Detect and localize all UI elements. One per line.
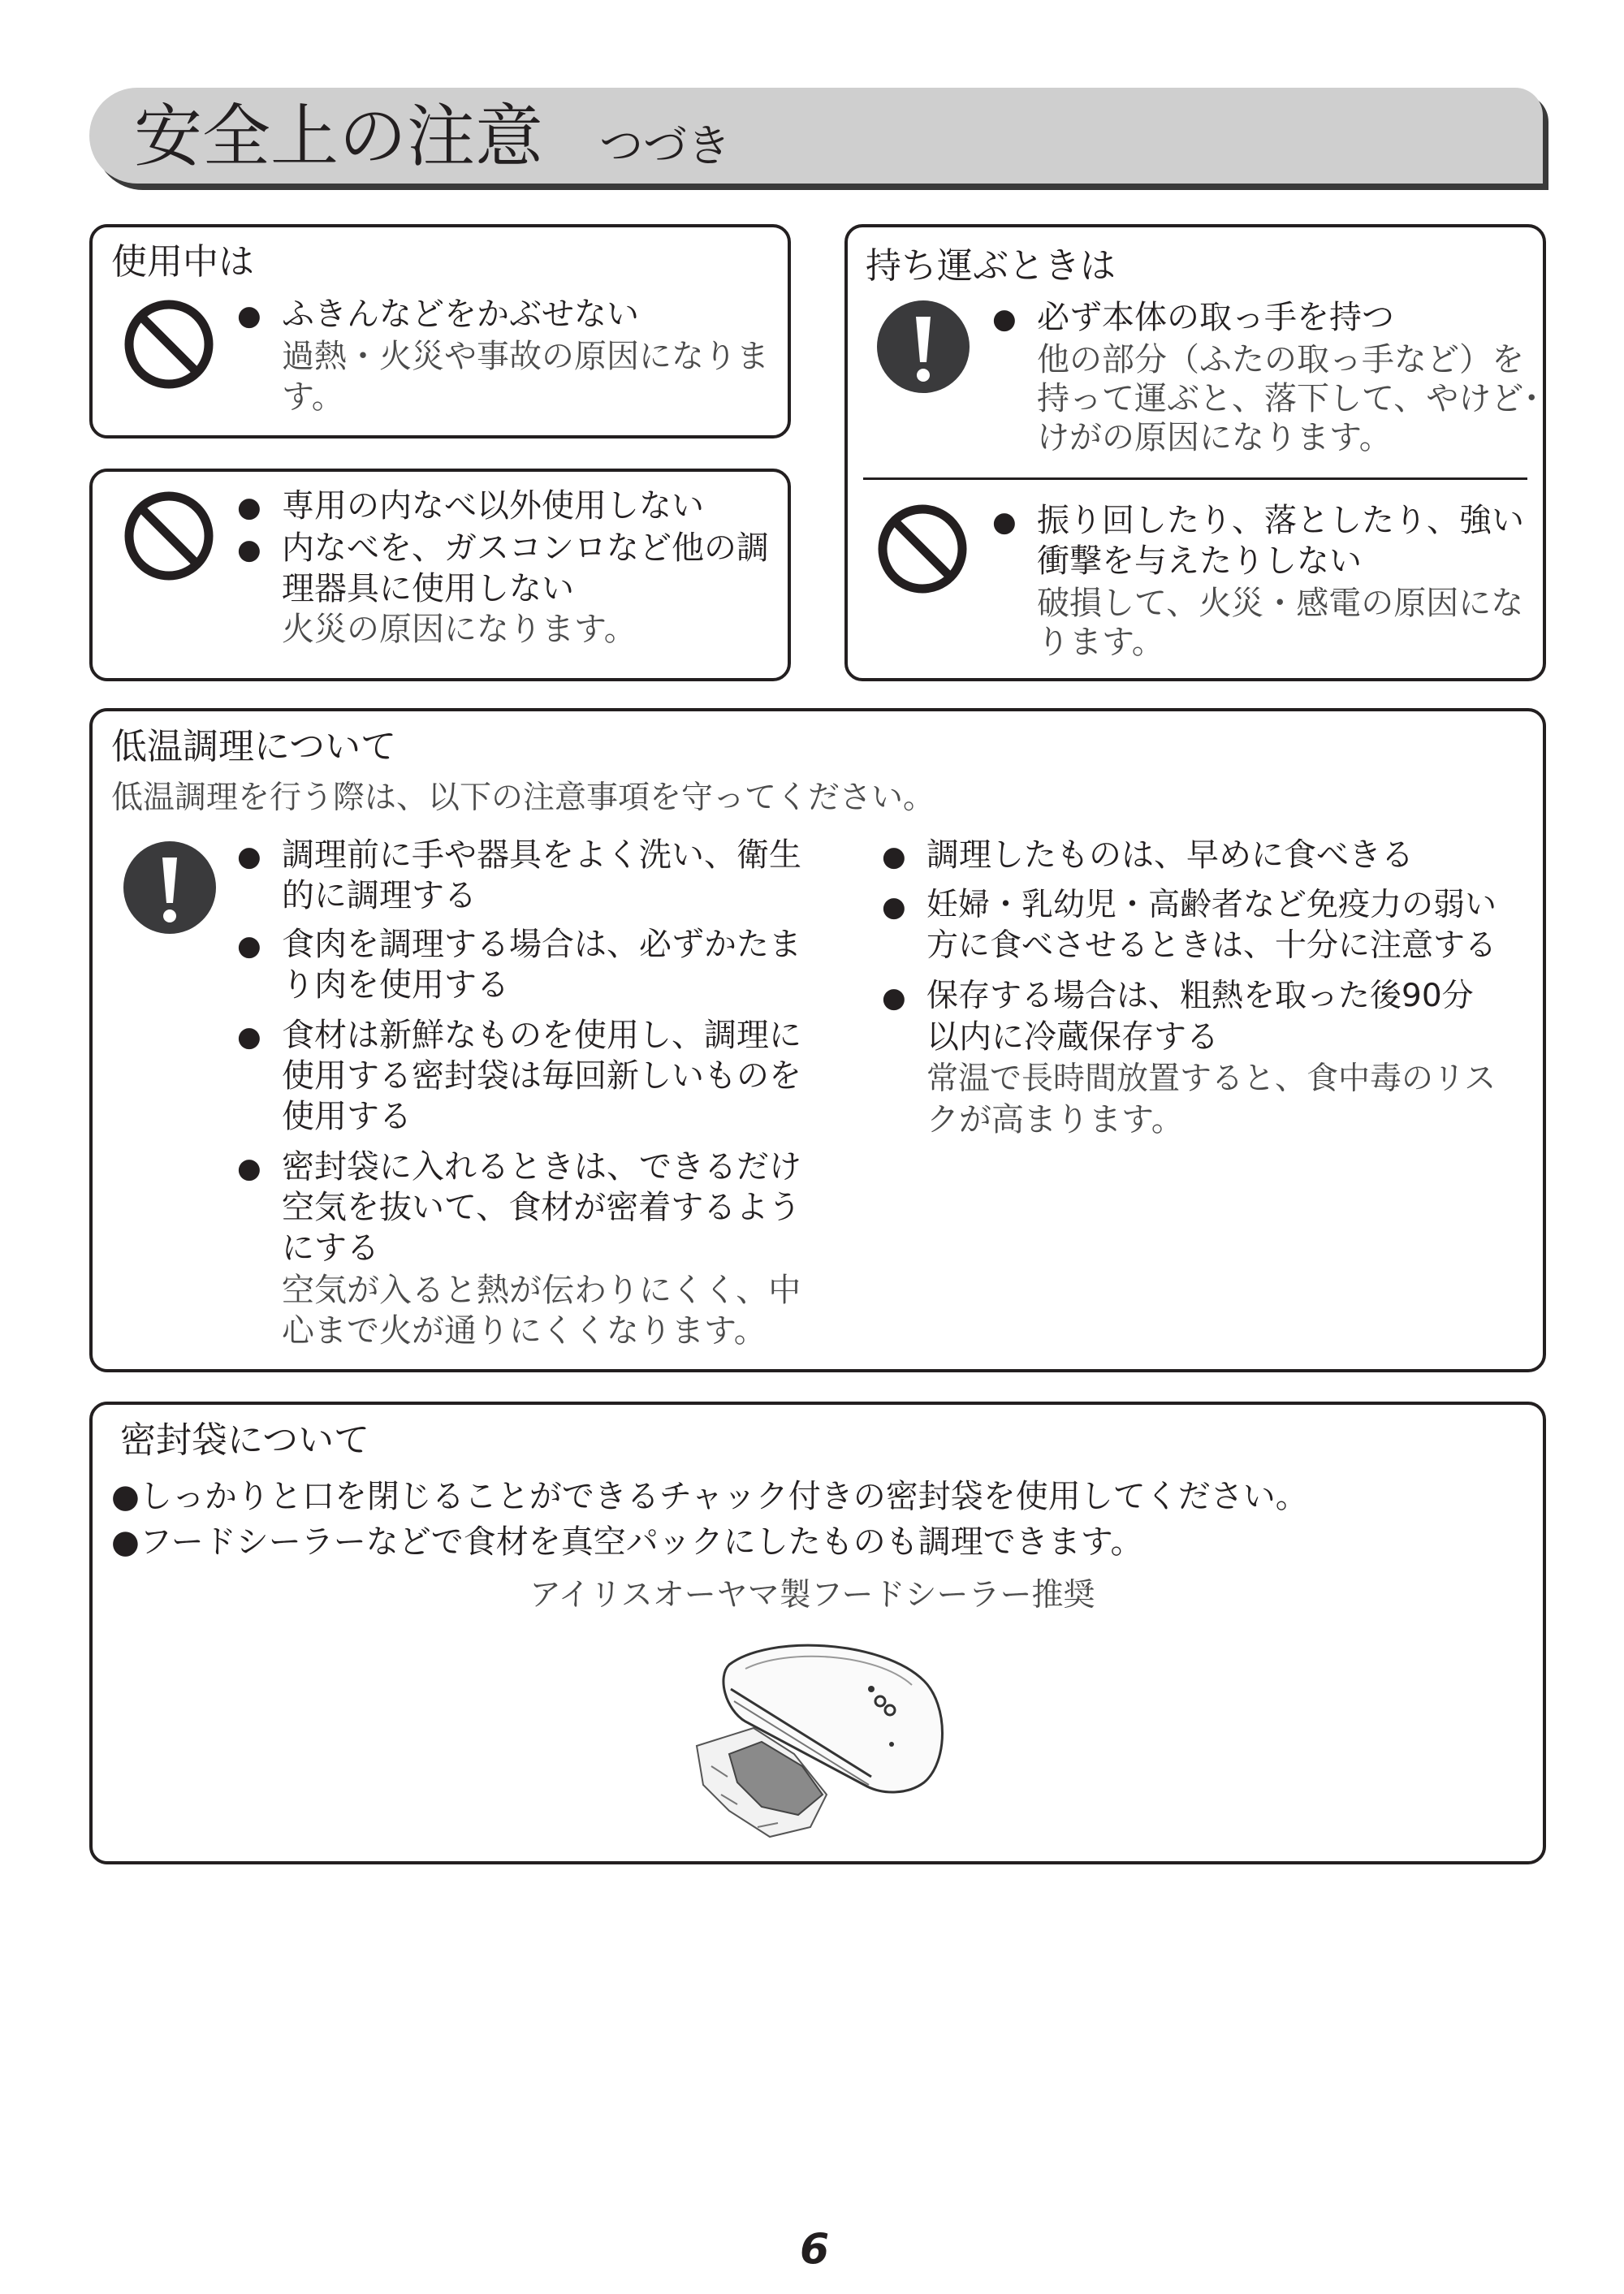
box-in-use-note-line1: 過熱・火災や事故の原因になりま [282, 338, 769, 375]
low-temp-right-item-2-line2: 方に食べさせるときは、十分に注意する [926, 927, 1497, 964]
box-carry-note2-line1: 破損して、火災・感電の原因にな [1037, 585, 1524, 622]
low-temp-left-item-4-line3: にする [282, 1229, 379, 1267]
box-carry-bullet2-line1: 振り回したり、落としたり、強い [1037, 502, 1524, 539]
bullet-icon: ● [237, 930, 261, 962]
low-temp-right-item-1-line1: 調理したものは、早めに食べきる [926, 836, 1414, 874]
box-inner-pot-bullet2-line1: 内なべを、ガスコンロなど他の調 [282, 529, 769, 567]
low-temp-right-item-3 [882, 976, 906, 1018]
box-inner-pot-bullet2-line2: 理器具に使用しない [282, 570, 574, 607]
box-carry-note-line2: 持って運ぶと、落下して、やけど･ [1037, 380, 1540, 417]
bullet-icon: ● [237, 534, 261, 566]
low-temp-right-item-3-note2: クが高まります。 [926, 1101, 1184, 1138]
low-temp-left-item-4-note2: 心まで火が通りにくくなります。 [282, 1312, 767, 1350]
prohibition-icon [877, 503, 968, 594]
prohibition-icon [123, 299, 214, 390]
bullet-icon: ● [237, 1021, 261, 1053]
box-bag-line1: ●しっかりと口を閉じることができるチャック付きの密封袋を使用してください。 [111, 1478, 1308, 1515]
box-low-temp-title: 低温調理について [111, 726, 397, 767]
box-carry-note-line1: 他の部分（ふたの取っ手など）を [1037, 341, 1524, 378]
bullet-icon: ● [237, 840, 261, 873]
box-carry-title: 持ち運ぶときは [866, 245, 1116, 287]
box-carry-bullet2-item [992, 500, 1017, 542]
low-temp-right-item-3-line2: 以内に冷蔵保存する [926, 1018, 1219, 1056]
bullet-icon: ● [237, 1152, 261, 1185]
bullet-icon: ● [882, 891, 906, 923]
bullet-icon: ● [882, 840, 906, 873]
box-inner-pot-bullet1: 専用の内なべ以外使用しない [282, 487, 704, 525]
bullet-icon: ● [237, 491, 261, 524]
bullet-icon: ● [237, 300, 261, 332]
low-temp-left-item-2 [237, 924, 261, 966]
low-temp-left-item-3-line1: 食材は新鮮なものを使用し、調理に [282, 1017, 801, 1054]
low-temp-left-item-1 [237, 835, 261, 877]
box-carry-divider [863, 477, 1527, 480]
box-in-use-bullet: ふきんなどをかぶせない [282, 296, 639, 333]
box-in-use-note-line2: す。 [282, 378, 344, 416]
page-subtitle: つづき [599, 120, 731, 171]
page-title: 安全上の注意 [134, 97, 544, 176]
box-in-use-title: 使用中は [111, 241, 254, 283]
box-low-temp-intro: 低温調理を行う際は、以下の注意事項を守ってください。 [111, 780, 935, 816]
low-temp-left-item-4-line1: 密封袋に入れるときは、できるだけ [282, 1148, 801, 1186]
box-bag-caption: アイリスオーヤマ製フードシーラー推奨 [529, 1577, 1095, 1614]
prohibition-icon [123, 490, 214, 581]
low-temp-right-item-1 [882, 835, 906, 877]
box-carry-bullet-item [992, 297, 1017, 339]
page-number: 6 [800, 2225, 830, 2274]
low-temp-left-item-4-note1: 空気が入ると熱が伝わりにくく、中 [282, 1272, 801, 1309]
exclamation-icon [122, 840, 218, 935]
exclamation-icon [875, 299, 971, 395]
bullet-icon: ● [992, 303, 1017, 335]
box-bag-line2: ●フードシーラーなどで食材を真空パックにしたものも調理できます。 [111, 1523, 1143, 1561]
box-inner-pot-bullet1-item [237, 486, 261, 528]
low-temp-left-item-3 [237, 1015, 261, 1057]
low-temp-left-item-2-line2: り肉を使用する [282, 966, 509, 1004]
low-temp-left-item-3-line3: 使用する [282, 1098, 412, 1135]
low-temp-left-item-4 [237, 1147, 261, 1189]
low-temp-right-item-2-line1: 妊婦・乳幼児・高齢者など免疫力の弱い [926, 887, 1497, 923]
low-temp-left-item-4-line2: 空気を抜いて、食材が密着するよう [282, 1189, 801, 1226]
box-bag-title: 密封袋について [120, 1419, 370, 1461]
box-carry-bullet2-line2: 衝撃を与えたりしない [1037, 542, 1362, 580]
box-inner-pot-bullet2-item [237, 528, 261, 570]
food-sealer-illustration [680, 1632, 957, 1843]
bullet-icon: ● [882, 982, 906, 1014]
low-temp-left-item-1-line2: 的に調理する [282, 877, 477, 914]
low-temp-right-item-2 [882, 885, 906, 927]
box-inner-pot-note: 火災の原因になります。 [282, 611, 637, 648]
low-temp-left-item-1-line1: 調理前に手や器具をよく洗い、衛生 [282, 836, 801, 874]
low-temp-left-item-3-line2: 使用する密封袋は毎回新しいものを [282, 1057, 801, 1095]
bullet-icon: ● [992, 506, 1017, 538]
box-in-use-bullet-item [237, 294, 261, 336]
low-temp-right-item-3-note1: 常温で長時間放置すると、食中毒のリス [926, 1061, 1497, 1097]
low-temp-left-item-2-line1: 食肉を調理する場合は、必ずかたま [282, 926, 801, 963]
box-carry-note-line3: けがの原因になります。 [1037, 419, 1392, 456]
box-carry-bullet: 必ず本体の取っ手を持つ [1037, 299, 1394, 336]
box-carry-note2-line2: ります。 [1037, 624, 1164, 661]
low-temp-right-item-3-line1: 保存する場合は、粗熱を取った後90分 [926, 978, 1474, 1014]
